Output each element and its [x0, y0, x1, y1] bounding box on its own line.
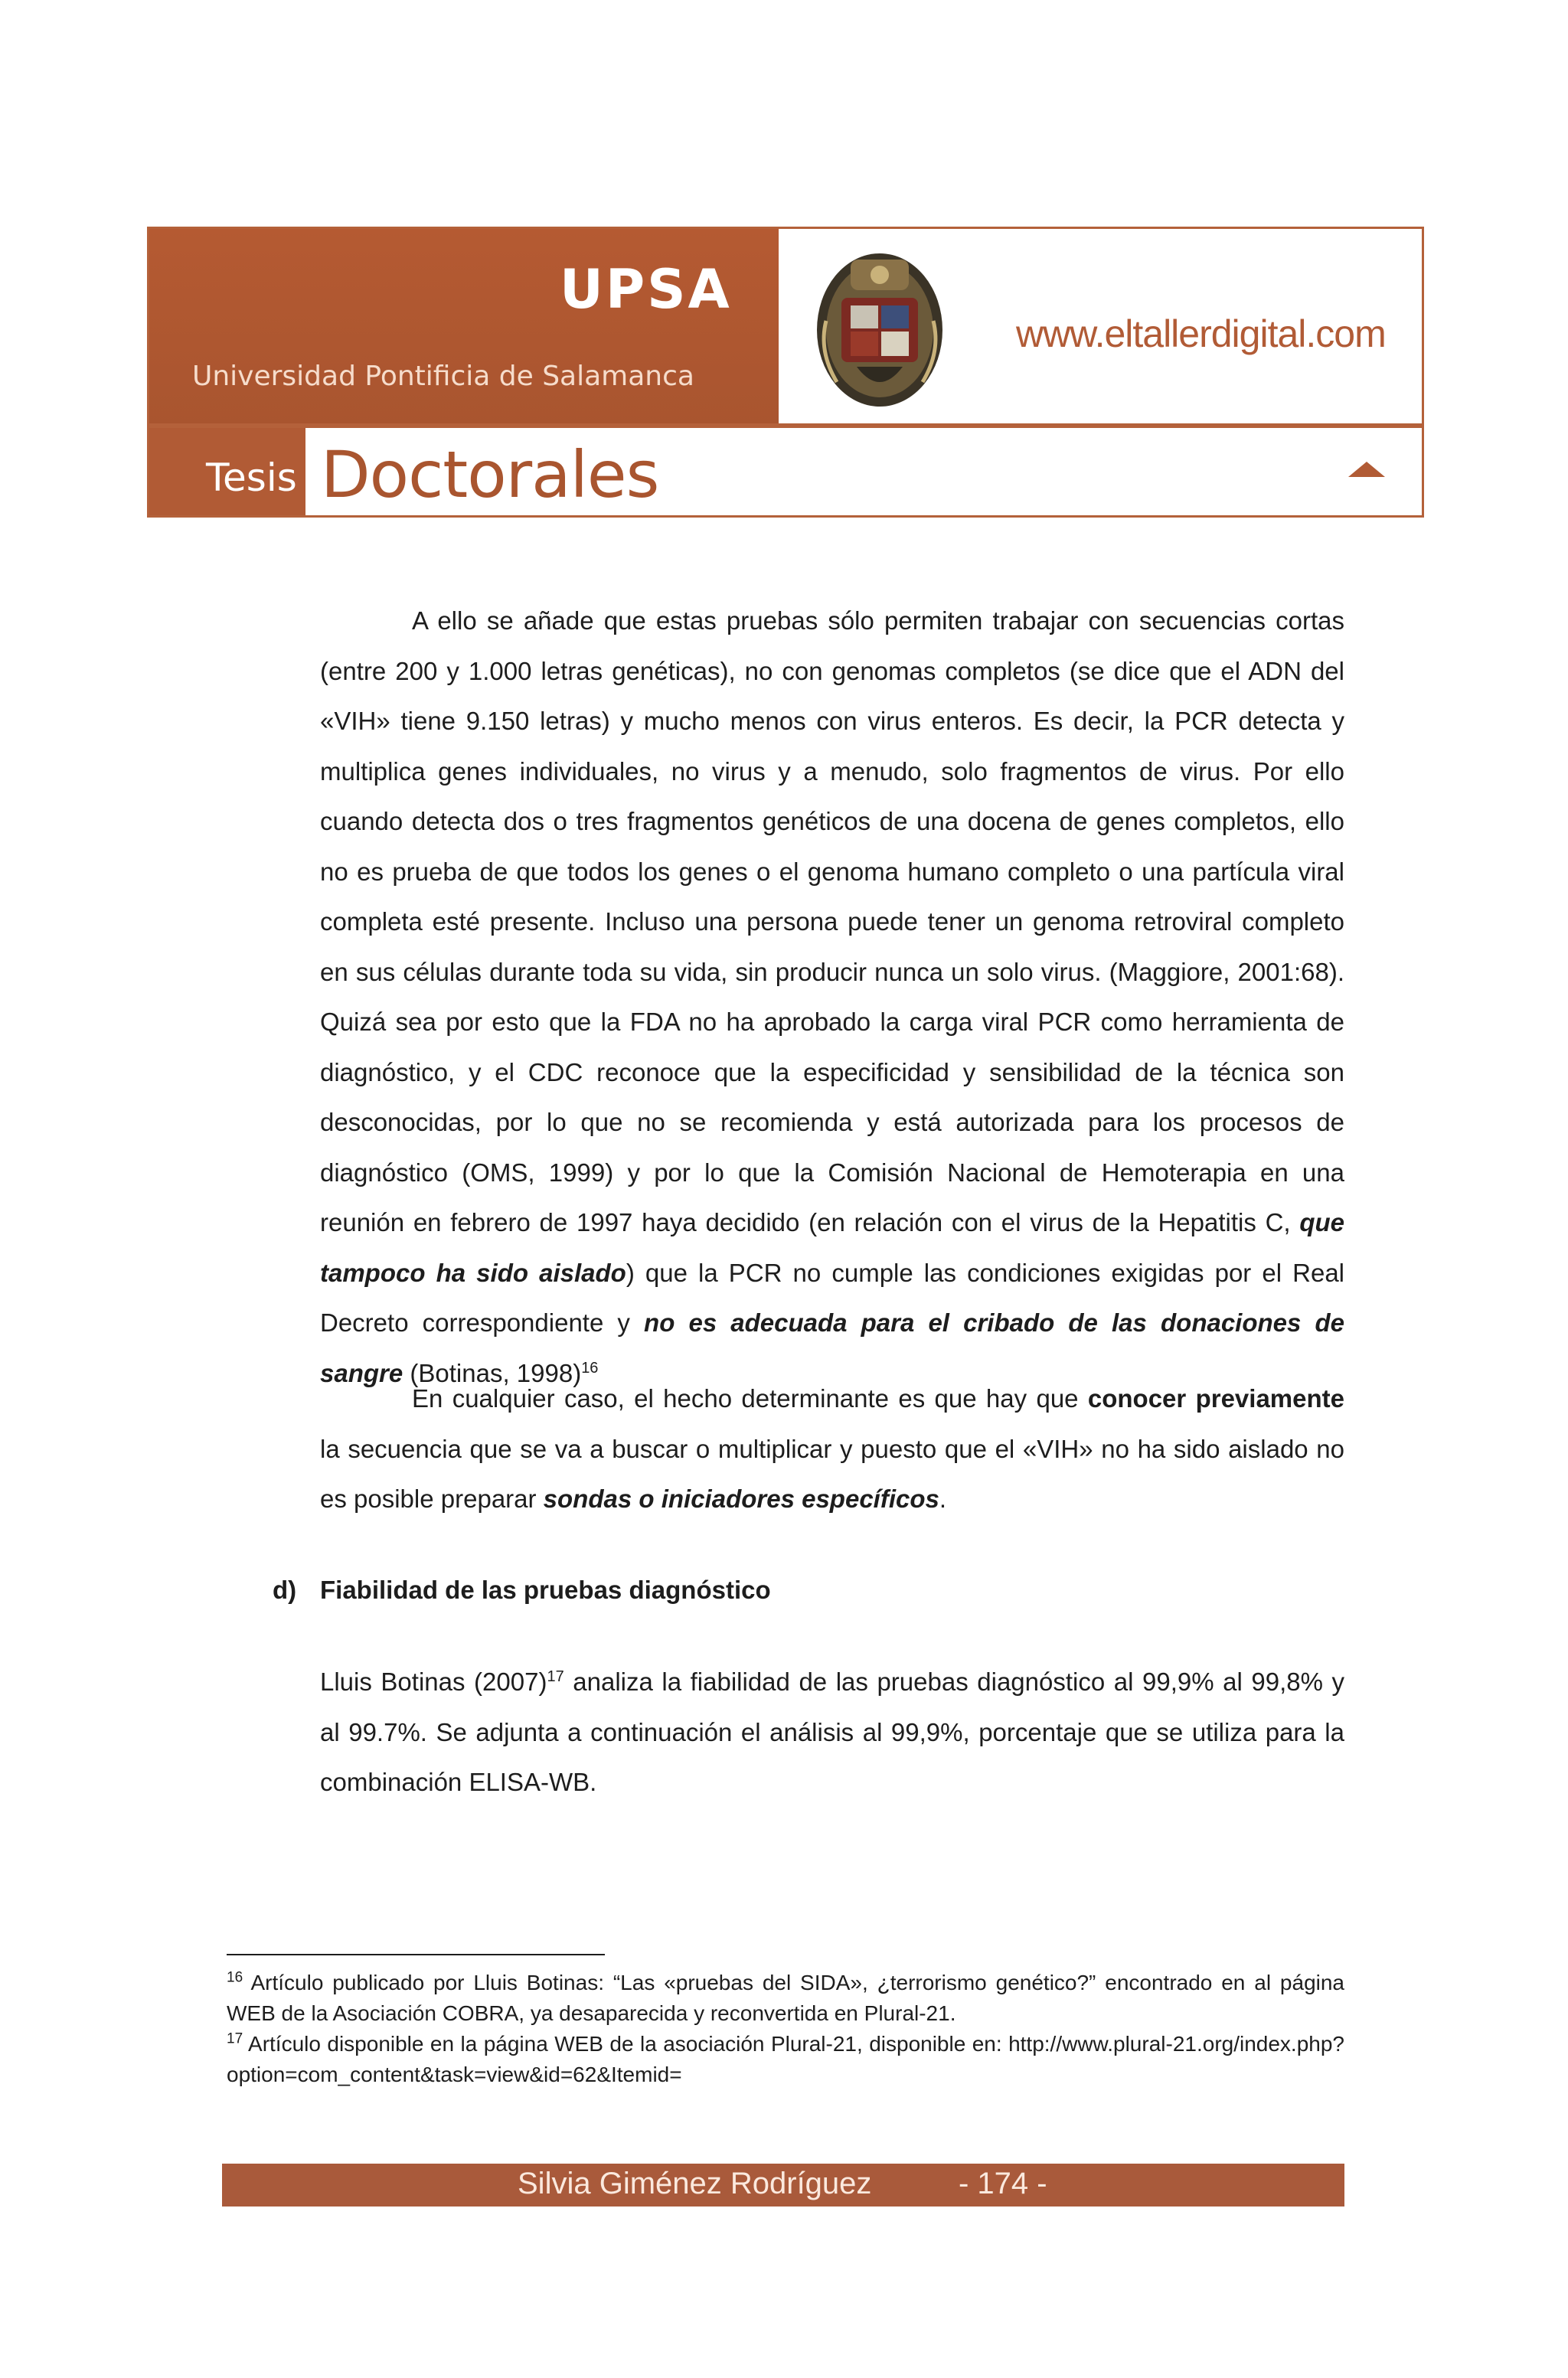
text-run: A ello se añade que estas pruebas sólo permiten trabajar con secuencias cortas (entre 200 y 1.000 letras genéticas), no con genomas completos (se dice que el ADN del «VIH» tiene 9.150 letras) y mucho menos con virus enteros. Es decir, la PCR detecta y multiplica genes individuales, no virus y a menudo, solo fragmentos de virus. Por ello cuando detecta dos o tres fragmentos genéticos de una docena de genes completos, ello no es prueba de que todos los genes o el genoma humano completo o una partícula viral completa esté presente. Incluso una persona puede tener un genoma retroviral completo en sus células durante toda su vida, sin producir nunca un solo virus. (Maggiore, 2001:68). Quizá sea por esto que la FDA no ha aprobado la carga viral PCR como herramienta de diagnóstico, y el CDC reconoce que la especificidad y sensibilidad de la técnica son desconocidas, por lo que no se recomienda y está autorizada para los procesos de diagnóstico (OMS, 1999) y por lo que la Comisión Nacional de Hemoterapia en una reunión en febrero de 1997 haya decidido (en relación con el virus de la Hepatitis C, — [320, 606, 1344, 1236]
text-run: analiza la fiabilidad de las pruebas diagnóstico al 99,9% al 99,8% y al 99.7%. Se adjunta a continuación el análisis al 99,9%, porcentaje que se utiliza para la combinación ELISA-WB. — [320, 1668, 1344, 1796]
section-letter: d) — [273, 1576, 297, 1604]
text-run: En cualquier caso, el hecho determinante es que hay que — [412, 1384, 1088, 1413]
paragraph-pcr — [320, 596, 1344, 1398]
paragraph-sequence — [320, 1374, 1344, 1524]
banner-bottom — [149, 428, 1422, 515]
tesis-box — [149, 428, 305, 515]
text-run: ) que la PCR no cumple las condiciones exigidas por el Real Decreto correspondiente y — [320, 1258, 1345, 1337]
footnote-ref[interactable]: 17 — [547, 1668, 564, 1685]
university-name: Universidad Pontificia de Salamanca — [192, 361, 694, 392]
footnote-number: 17 — [227, 2030, 243, 2047]
bold-run: conocer previamente — [1087, 1384, 1345, 1413]
text-run: la secuencia que se va a buscar o multiplicar y puesto que el «VIH» no ha sido aislado no es posible preparar — [320, 1434, 1344, 1513]
section-title: Fiabilidad de las pruebas diagnóstico — [320, 1576, 771, 1604]
section-heading — [273, 1576, 771, 1605]
italic-bold-run: no es adecuada para el cribado de las donaciones de sangre — [320, 1308, 1344, 1387]
up-triangle-icon[interactable] — [1348, 462, 1385, 477]
italic-bold-run: que tampoco ha sido aislado — [320, 1208, 1344, 1287]
footnote-16 — [227, 1968, 1344, 2029]
university-seal-icon — [811, 244, 949, 413]
footnote-number: 16 — [227, 1969, 243, 1986]
banner-brand-panel — [149, 229, 779, 423]
footnote-text: Artículo publicado por Lluis Botinas: “Las «pruebas del SIDA», ¿terrorismo genético?” encontrado en al página WEB de la Asociación COBRA, ya desaparecida y reconvertida en Plural-21. — [227, 1971, 1344, 2025]
italic-bold-run: sondas o iniciadores específicos — [543, 1485, 939, 1513]
text-run: (Botinas, 1998) — [403, 1358, 582, 1387]
footnote-ref[interactable]: 16 — [581, 1359, 599, 1377]
footnote-17 — [227, 2029, 1344, 2090]
text-run: . — [939, 1485, 947, 1513]
author-name: Silvia Giménez Rodríguez — [518, 2167, 872, 2200]
website-link[interactable]: www.eltallerdigital.com — [1016, 312, 1386, 355]
footnote-text[interactable]: Artículo disponible en la página WEB de la asociación Plural-21, disponible en: http://www.plural-21.org/index.php?option=com_content&task=view&id=62&Itemid= — [227, 2032, 1344, 2086]
header-banner — [147, 227, 1424, 518]
paragraph-fiabilidad — [320, 1657, 1344, 1808]
page-number: - 174 - — [959, 2167, 1047, 2200]
doctorales-title: Doctorales — [321, 437, 659, 512]
text-run: Lluis Botinas (2007) — [320, 1668, 547, 1696]
footer-bar — [222, 2164, 1344, 2207]
upsa-logo-text: UPSA — [560, 258, 732, 321]
banner-top — [149, 229, 1422, 423]
footnote-rule — [227, 1954, 605, 1955]
tesis-label: Tesis — [206, 456, 297, 500]
